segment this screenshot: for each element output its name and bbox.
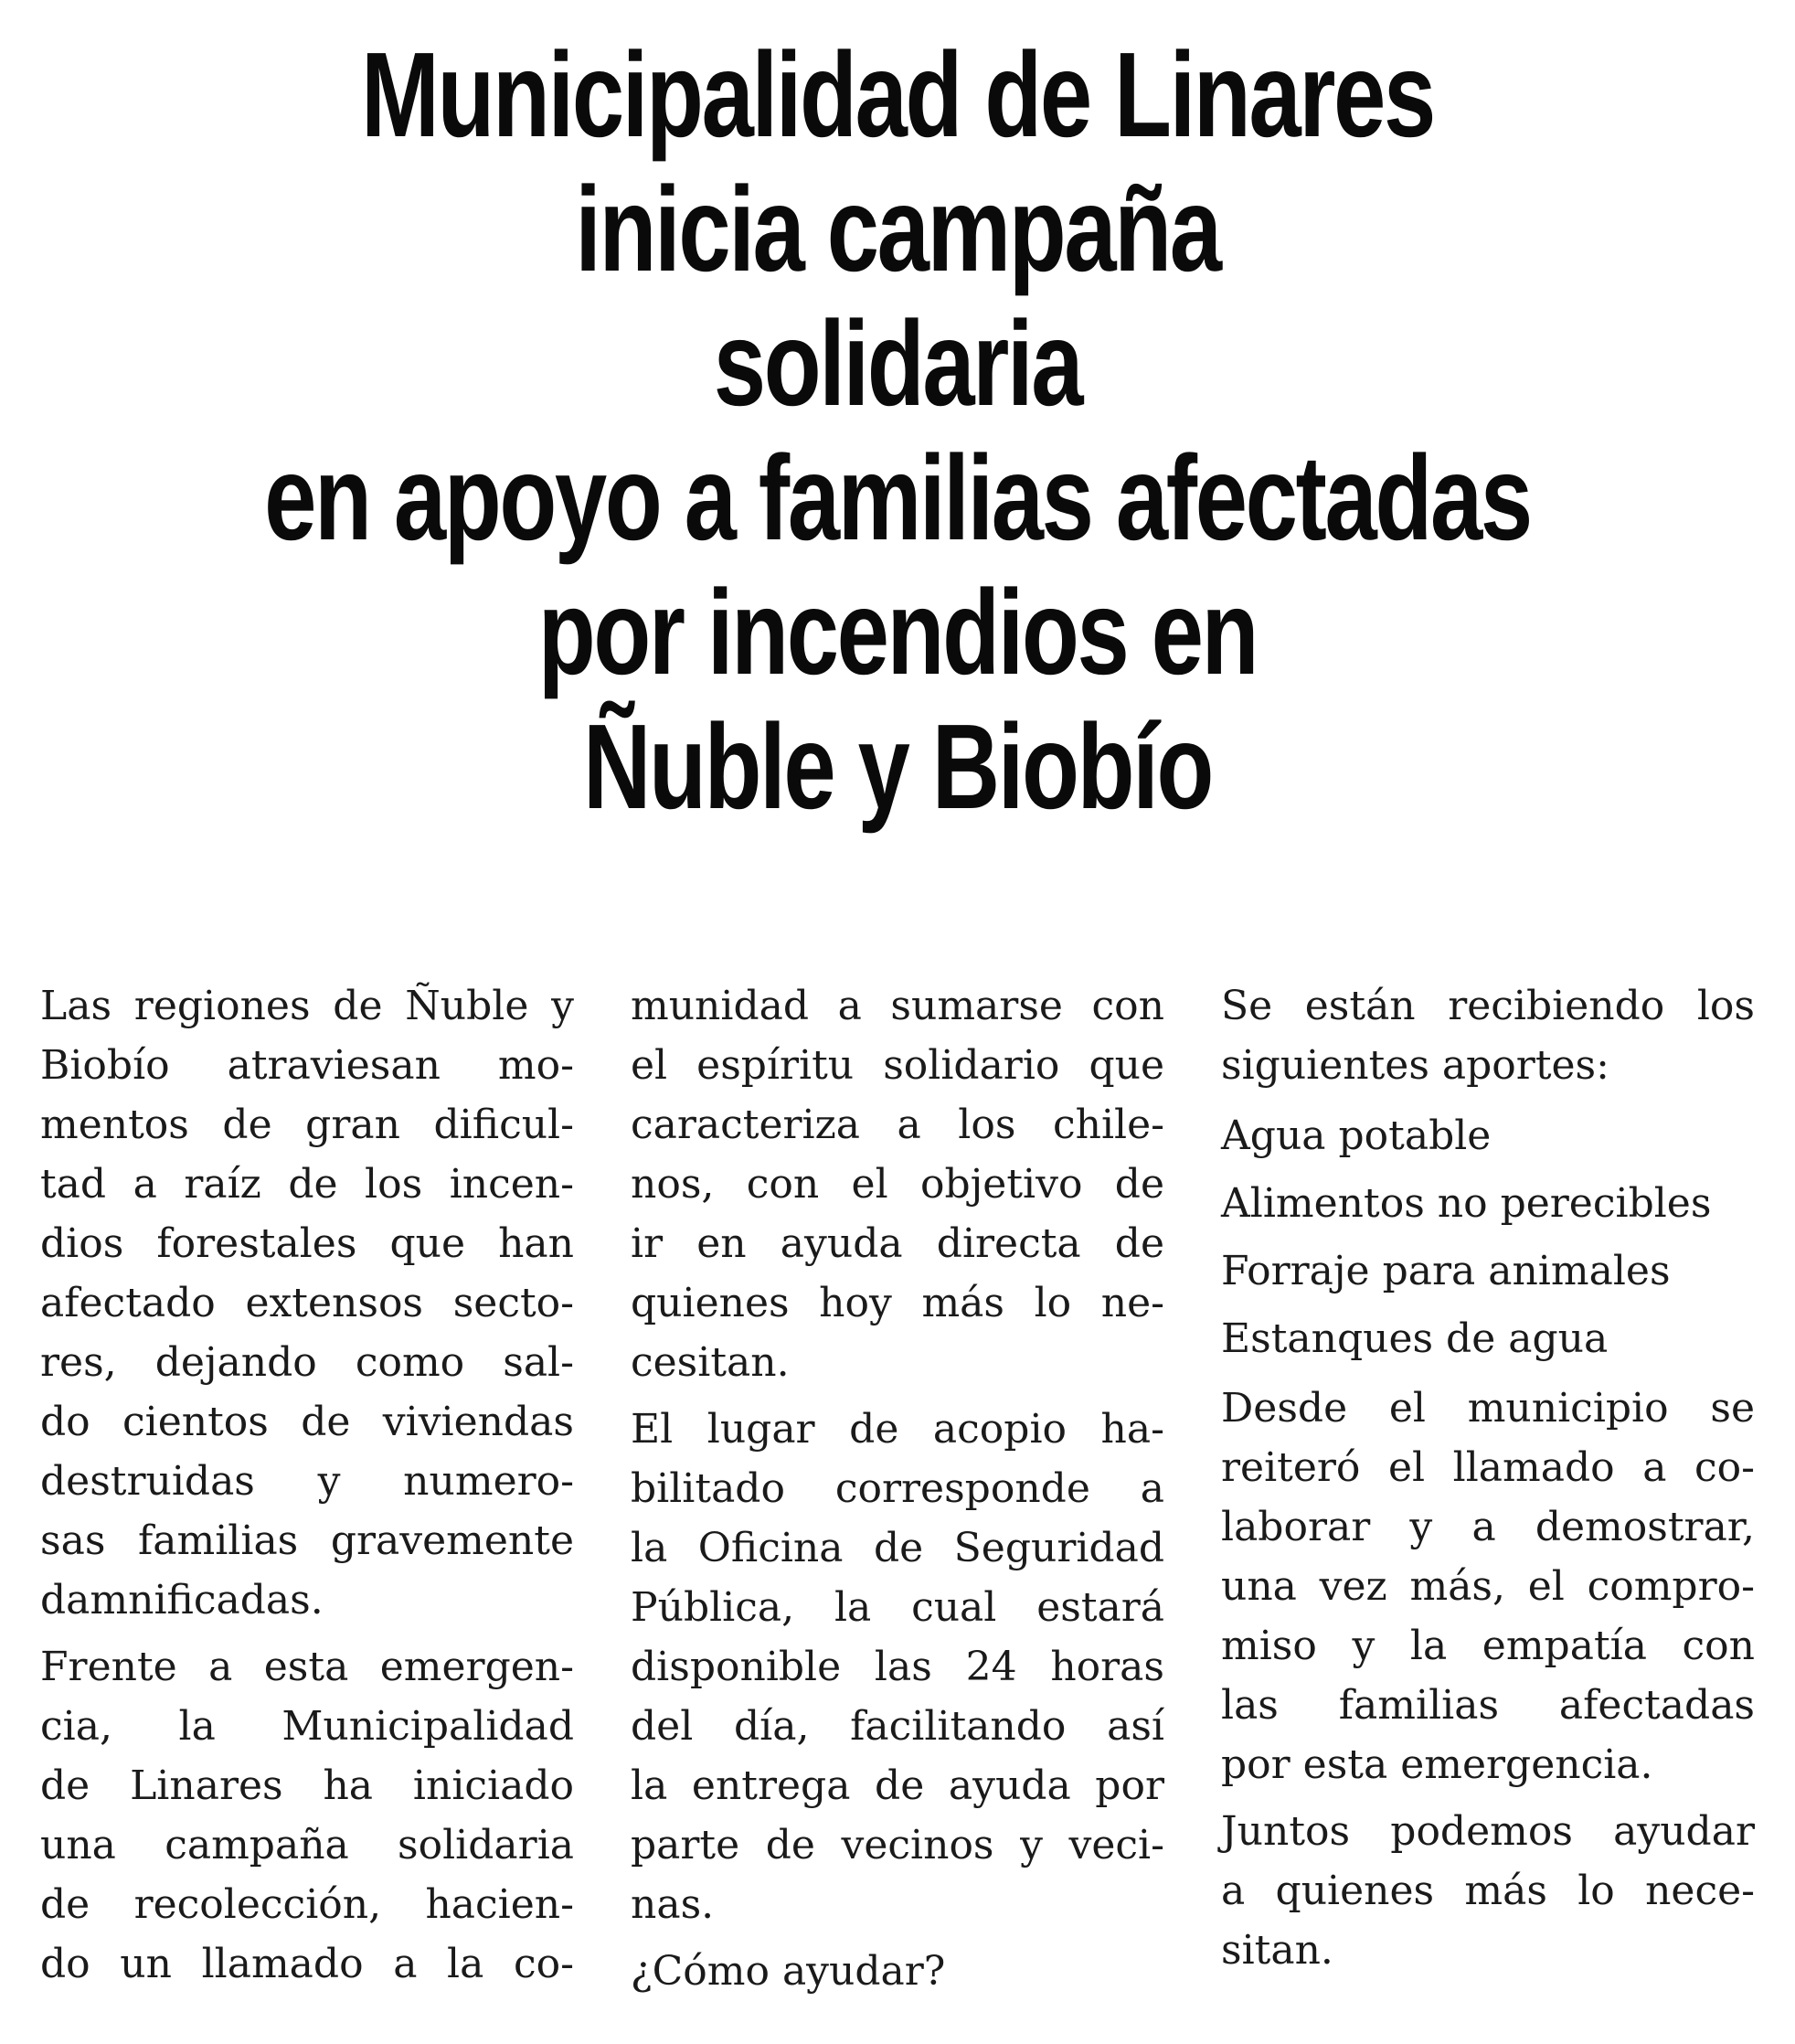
text-line: de Linares ha iniciado xyxy=(40,1762,574,1809)
text-line: El lugar de acopio ha- xyxy=(631,1406,1164,1453)
text-line: cia, la Municipalidad xyxy=(40,1703,574,1750)
paragraph xyxy=(1221,976,1755,1095)
text-line: laborar y a demostrar, xyxy=(1221,1504,1755,1550)
headline-line: solidaria xyxy=(713,296,1082,431)
text-line: Las regiones de Ñuble y xyxy=(40,983,574,1029)
headline-line: en apoyo a familias afectadas xyxy=(264,431,1531,565)
text-line: nas. xyxy=(631,1881,715,1928)
text-line: parte de vecinos y veci- xyxy=(631,1822,1164,1868)
paragraph xyxy=(631,1400,1164,1934)
headline xyxy=(197,27,1598,834)
donation-list xyxy=(1221,1102,1755,1373)
list-item: Forraje para animales xyxy=(1221,1248,1671,1294)
paragraph xyxy=(1221,1802,1755,1980)
text-line: el espíritu solidario que xyxy=(631,1042,1164,1089)
paragraph xyxy=(631,976,1164,1392)
text-line: Juntos podemos ayudar xyxy=(1221,1808,1755,1855)
text-line: Desde el municipio se xyxy=(1221,1385,1755,1432)
text-line: a quienes más lo nece- xyxy=(1221,1868,1755,1914)
text-line: do un llamado a la co- xyxy=(40,1941,574,1987)
text-line: ir en ayuda directa de xyxy=(631,1220,1164,1267)
text-line: cesitan. xyxy=(631,1339,790,1386)
text-line: por esta emergencia. xyxy=(1221,1741,1653,1788)
text-line: de recolección, hacien- xyxy=(40,1881,574,1928)
text-line: Se están recibiendo los xyxy=(1221,983,1755,1029)
text-line: sas familias gravemente xyxy=(40,1517,574,1564)
text-line: caracteriza a los chile- xyxy=(631,1102,1164,1148)
text-line: una vez más, el compro- xyxy=(1221,1563,1755,1610)
text-line: munidad a sumarse con xyxy=(631,983,1164,1029)
text-line: miso y la empatía con xyxy=(1221,1623,1755,1669)
text-line: tad a raíz de los incen- xyxy=(40,1161,574,1208)
text-line: Pública, la cual estará xyxy=(631,1584,1164,1631)
list-item: Alimentos no perecibles xyxy=(1221,1180,1712,1227)
text-line: reiteró el llamado a co- xyxy=(1221,1444,1755,1491)
text-line: una campaña solidaria xyxy=(40,1822,574,1868)
text-line: Biobío atraviesan mo- xyxy=(40,1042,574,1089)
text-line: del día, facilitando así xyxy=(631,1703,1164,1750)
text-line: quienes hoy más lo ne- xyxy=(631,1280,1164,1326)
paragraph xyxy=(40,976,574,1630)
text-line: destruidas y numero- xyxy=(40,1458,574,1505)
text-line: Frente a esta emergen- xyxy=(40,1644,574,1690)
headline-line: por incendios en xyxy=(537,565,1258,699)
article-column-1 xyxy=(40,976,574,2001)
text-line: bilitado corresponde a xyxy=(631,1465,1164,1512)
subheading: ¿Cómo ayudar? xyxy=(631,1948,946,1995)
text-line: sitan. xyxy=(1221,1927,1333,1974)
text-line: nos, con el objetivo de xyxy=(631,1161,1164,1208)
text-line: la Oficina de Seguridad xyxy=(631,1525,1164,1571)
text-line: la entrega de ayuda por xyxy=(631,1762,1164,1809)
text-line: do cientos de viviendas xyxy=(40,1399,574,1445)
text-line: damnificadas. xyxy=(40,1577,324,1623)
paragraph xyxy=(1221,1379,1755,1794)
paragraph xyxy=(40,1637,574,1994)
text-line: siguientes aportes: xyxy=(1221,1042,1609,1089)
text-line: res, dejando como sal- xyxy=(40,1339,574,1386)
text-line: mentos de gran dificul- xyxy=(40,1102,574,1148)
headline-line: Municipalidad de Linares xyxy=(361,27,1434,162)
article-column-2 xyxy=(631,976,1164,2008)
text-line: dios forestales que han xyxy=(40,1220,574,1267)
headline-line: inicia campaña xyxy=(575,162,1220,296)
text-line: afectado extensos secto- xyxy=(40,1280,574,1326)
paragraph xyxy=(631,1942,1164,2001)
list-item: Agua potable xyxy=(1221,1112,1492,1159)
list-item: Estanques de agua xyxy=(1221,1315,1609,1362)
headline-line: Ñuble y Biobío xyxy=(583,699,1212,834)
text-line: disponible las 24 horas xyxy=(631,1644,1164,1690)
text-line: las familias afectadas xyxy=(1221,1682,1755,1729)
article-column-3 xyxy=(1221,976,1755,1987)
